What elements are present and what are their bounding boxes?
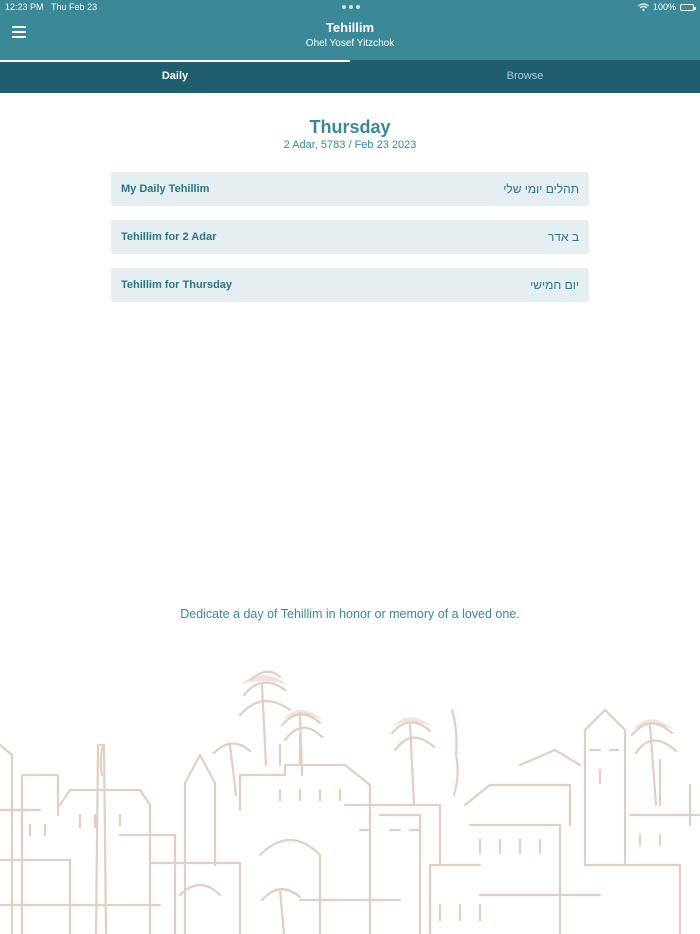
dedicate-link[interactable]: Dedicate a day of Tehillim in honor or memory of a loved one. [180,607,520,621]
status-date: Thu Feb 23 [51,2,98,12]
app-header [0,0,700,62]
tab-bar [0,60,700,93]
list-item-english: Tehillim for Thursday [121,279,233,291]
multitasking-dots-icon[interactable] [342,5,360,9]
list-item-tehillim-for-day[interactable] [111,268,589,302]
app-title: Tehillim [325,20,375,35]
status-indicators [638,2,694,12]
list-item-hebrew: תהלים יומי שלי [503,182,579,196]
date-line: 2 Adar, 5783 / Feb 23 2023 [283,139,417,151]
battery-percent: 100% [652,2,676,12]
list-item-hebrew: ב אדר [547,230,579,244]
tehillim-list [111,172,589,316]
wifi-icon [638,3,649,11]
list-item-english: Tehillim for 2 Adar [121,231,217,243]
tab-daily[interactable]: Daily [0,60,350,93]
status-clock: 12:23 PM [5,2,44,12]
list-item-my-daily-tehillim[interactable] [111,172,589,206]
status-time [5,2,97,12]
tab-browse[interactable]: Browse [506,70,544,82]
battery-icon [680,4,694,11]
list-item-hebrew: יום חמישי [530,278,579,292]
app-subtitle: Ohel Yosef Yitzchok [305,38,395,49]
list-item-english: My Daily Tehillim [121,183,210,195]
jerusalem-skyline-illustration [0,665,700,934]
day-title: Thursday [309,117,391,137]
list-item-tehillim-for-date[interactable] [111,220,589,254]
